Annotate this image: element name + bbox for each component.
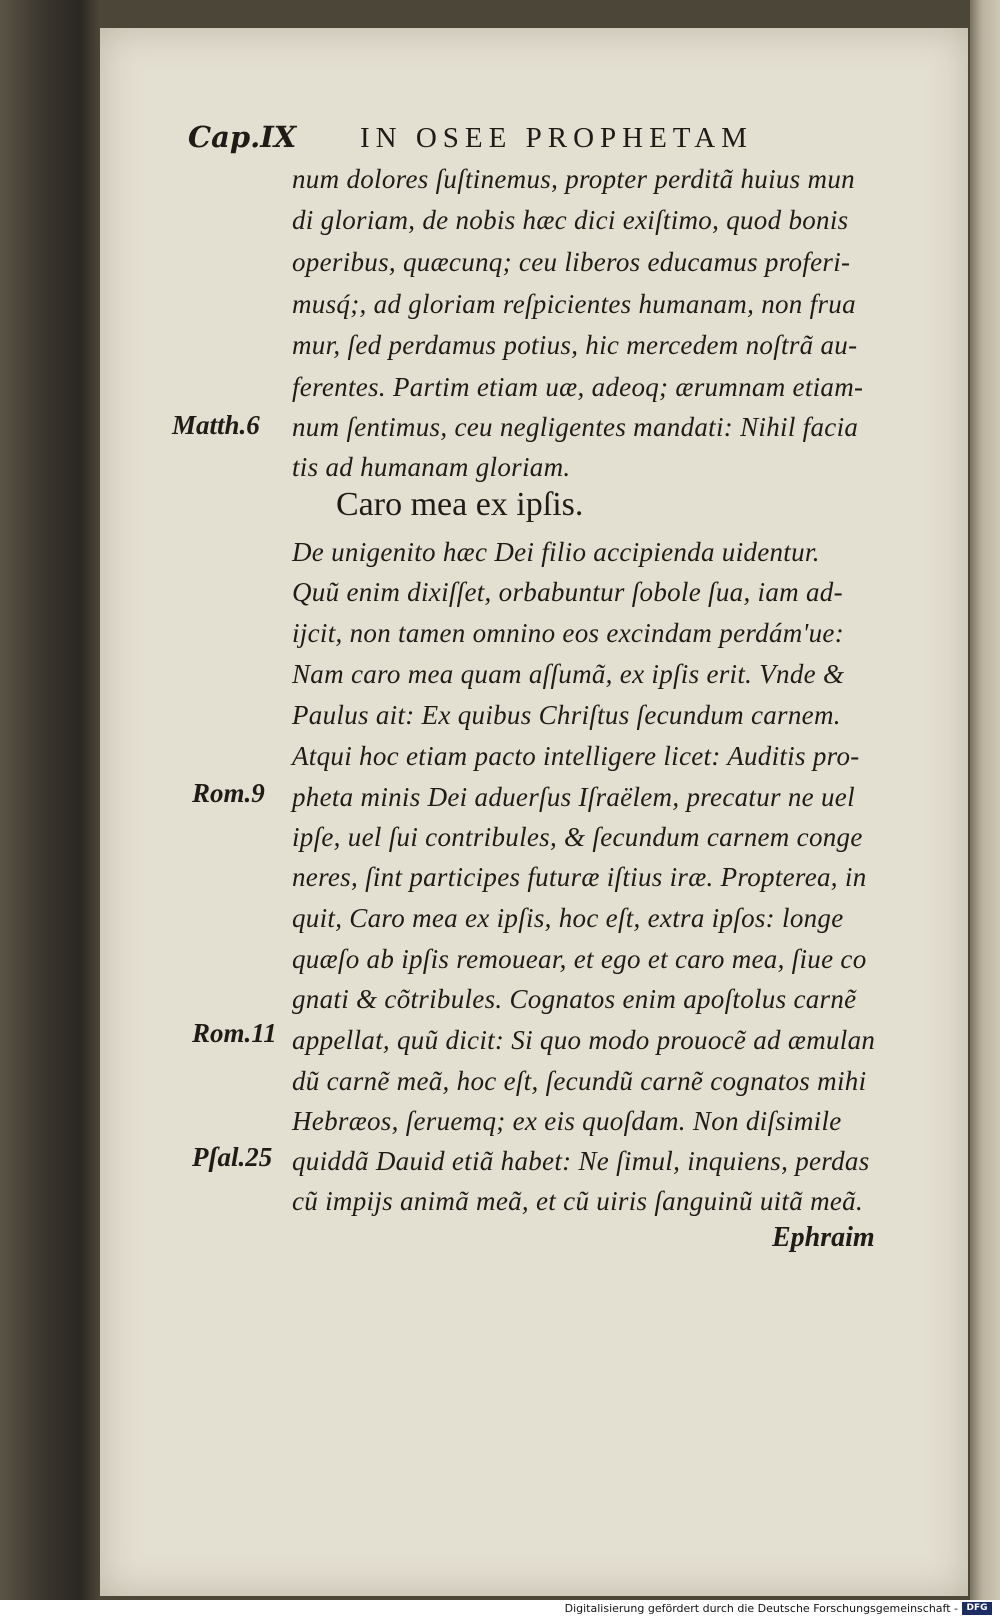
text-line: num ſentimus, ceu negligentes mandati: Nihil facia (292, 412, 859, 442)
chapter-label: Cap.IX (188, 120, 297, 154)
text-line: tis ad humanam gloriam. (292, 452, 571, 482)
text-line: neres, ſint participes futuræ iſtius iræ. Propterea, in (292, 862, 867, 892)
text-line: di gloriam, de nobis hæc dici exiſtimo, quod bonis (292, 205, 849, 235)
text-line: mur, ſed perdamus potius, hic mercedem noſtrã au- (292, 330, 858, 360)
text-line: quiddã Dauid etiã habet: Ne ſimul, inquiens, perdas (292, 1146, 870, 1176)
text-line: Nam caro mea quam aſſumã, ex ipſis erit. Vnde & (292, 659, 845, 689)
funding-credit: Digitalisierung gefördert durch die Deutsche Forschungsgemeinschaft - (564, 1602, 958, 1615)
margin-note-psal: Pſal.25 (192, 1142, 273, 1172)
text-line: num dolores ſuſtinemus, propter perditã huius mun (292, 164, 855, 194)
text-line: pheta minis Dei aduerſus Iſraëlem, precatur ne uel (292, 782, 855, 812)
text-line: quæſo ab ipſis remouear, et ego et caro mea, ſiue co (292, 944, 867, 974)
book-spine-edge (970, 0, 1000, 1600)
running-title: IN OSEE PROPHETAM (360, 122, 753, 154)
text-line: Atqui hoc etiam pacto intelligere licet: Auditis pro- (292, 741, 860, 771)
margin-note-rom11: Rom.11 (192, 1018, 277, 1048)
text-line: De unigenito hæc Dei filio accipienda uidentur. (292, 537, 820, 567)
text-line: quit, Caro mea ex ipſis, hoc eſt, extra ipſos: longe (292, 903, 844, 933)
lemma-heading: Caro mea ex ipſis. (336, 486, 584, 523)
text-line: musq́;, ad gloriam reſpicientes humanam, non frua (292, 289, 856, 319)
dfg-logo: DFG (962, 1602, 992, 1615)
text-line: ferentes. Partim etiam uæ, adeoq; ærumnam etiam- (292, 372, 864, 402)
text-line: ijcit, non tamen omnino eos excindam perdám'ue: (292, 618, 845, 648)
text-line: Hebræos, ſeruemq; ex eis quoſdam. Non diſsimile (292, 1106, 842, 1136)
text-line: operibus, quæcunq; ceu liberos educamus proferi- (292, 247, 851, 277)
text-line: Quũ enim dixiſſet, orbabuntur ſobole ſua, iam ad- (292, 577, 843, 607)
margin-note-matth: Matth.6 (172, 410, 260, 440)
text-line: dũ carnẽ meã, hoc eſt, ſecundũ carnẽ cognatos mihi (292, 1066, 867, 1096)
text-line: ipſe, uel ſui contribules, & ſecundum carnem conge (292, 822, 863, 852)
running-head (188, 120, 848, 160)
text-line: gnati & cõtribules. Cognatos enim apoſtolus carnẽ (292, 984, 857, 1014)
text-line: cũ impijs animã meã, et cũ uiris ſanguinũ uitã meã. (292, 1186, 864, 1216)
catchword: Ephraim (772, 1222, 875, 1253)
text-line: Paulus ait: Ex quibus Chriſtus ſecundum carnem. (292, 700, 841, 730)
margin-note-rom9: Rom.9 (192, 778, 265, 808)
text-line: appellat, quũ dicit: Si quo modo prouocẽ ad æmulan (292, 1025, 876, 1055)
